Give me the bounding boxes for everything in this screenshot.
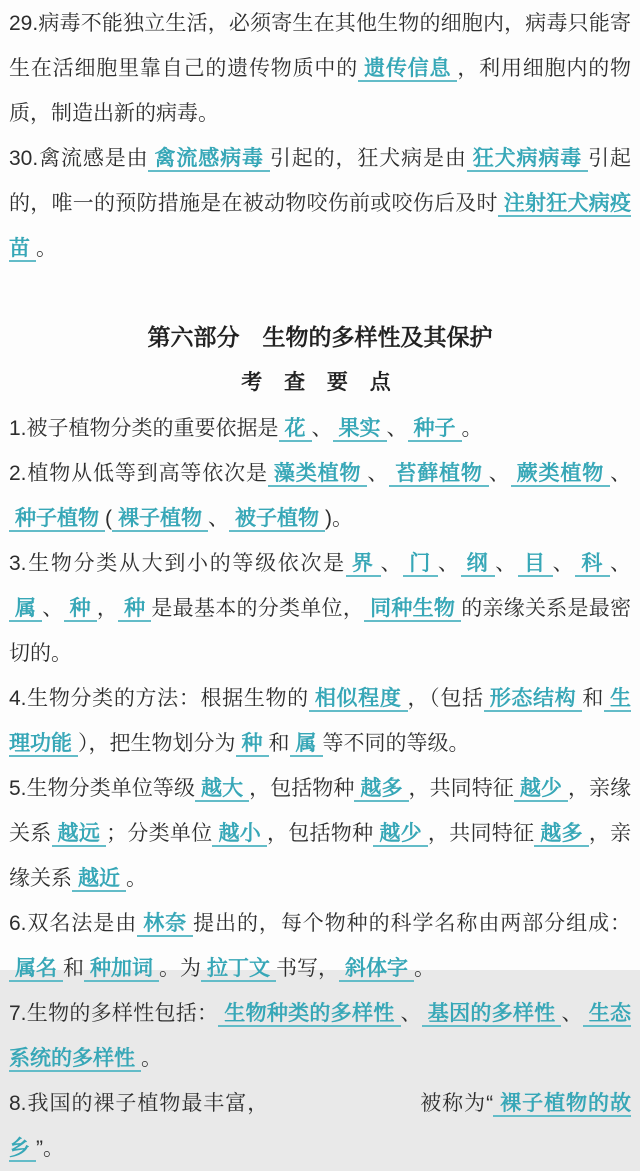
question-text: 是最基本的分类单位， bbox=[151, 597, 365, 620]
question-text: 双名法是由 bbox=[26, 912, 138, 935]
question-text: ”。 bbox=[36, 1137, 64, 1160]
question-text: 等不同的等级。 bbox=[322, 732, 470, 755]
question-text: 、 bbox=[610, 552, 632, 575]
answer-text: 界 bbox=[346, 552, 381, 577]
question-text: 、 bbox=[208, 507, 229, 530]
question-text: ，包括物种 bbox=[249, 777, 355, 800]
question-text: 禽流感是由 bbox=[38, 147, 149, 170]
question-text: 生物分类从大到小的等级依次是 bbox=[26, 552, 346, 575]
question-text: 。 bbox=[126, 867, 147, 890]
answer-text: 裸子植物 bbox=[112, 507, 208, 532]
item-number: 29. bbox=[9, 12, 39, 35]
section-subtitle: 考 查 要 点 bbox=[241, 371, 399, 394]
study-item bbox=[9, 451, 631, 541]
answer-text: 生理功能 bbox=[9, 687, 632, 755]
study-item bbox=[9, 1, 631, 136]
answer-text: 越小 bbox=[212, 822, 267, 847]
question-text: 和 bbox=[268, 732, 290, 755]
item-number: 30. bbox=[9, 147, 39, 170]
question-text: 、 bbox=[437, 552, 461, 575]
question-text: ，包括物种 bbox=[267, 822, 374, 845]
study-item bbox=[9, 136, 631, 271]
answer-text: 果实 bbox=[333, 417, 387, 442]
answer-text: 基因的多样性 bbox=[422, 1002, 562, 1027]
item-number: 2. bbox=[9, 462, 27, 485]
item-number: 4. bbox=[9, 687, 27, 710]
answer-text: 属 bbox=[290, 732, 323, 757]
question-text: ，共同特征 bbox=[427, 822, 535, 845]
answer-text: 同种生物 bbox=[364, 597, 461, 622]
answer-text: 越近 bbox=[72, 867, 126, 892]
question-text: ），把生物划分为 bbox=[78, 732, 236, 755]
answer-text: 禽流感病毒 bbox=[148, 147, 269, 172]
answer-text: 目 bbox=[518, 552, 553, 577]
item-list-top bbox=[9, 1, 631, 271]
study-item bbox=[9, 991, 631, 1081]
question-text: 。 bbox=[414, 957, 435, 980]
study-item bbox=[9, 676, 631, 766]
question-text: 、 bbox=[488, 462, 511, 485]
answer-text: 遗传信息 bbox=[358, 57, 457, 82]
answer-text: 越多 bbox=[534, 822, 589, 847]
answer-text: 蕨类植物 bbox=[511, 462, 610, 487]
question-text: 、 bbox=[311, 417, 333, 440]
question-text: 、 bbox=[42, 597, 64, 620]
item-list-main bbox=[9, 406, 631, 1171]
answer-text: 苔藓植物 bbox=[389, 462, 488, 487]
section-title: 第六部分 生物的多样性及其保护 bbox=[147, 324, 493, 350]
study-item bbox=[9, 541, 631, 676]
question-text: ， bbox=[96, 597, 119, 620]
question-text: ，亲缘关系 bbox=[9, 777, 632, 845]
blank-gap bbox=[269, 1109, 419, 1110]
question-text: 。 bbox=[461, 417, 483, 440]
answer-text: 裸子植物的故乡 bbox=[9, 1092, 631, 1160]
answer-text: 斜体字 bbox=[339, 957, 414, 982]
study-item bbox=[9, 406, 631, 451]
answer-text: 相似程度 bbox=[309, 687, 408, 712]
question-text: 引起的，狂犬病是由 bbox=[269, 147, 467, 170]
question-text: 、 bbox=[495, 552, 518, 575]
study-item bbox=[9, 766, 631, 901]
question-text: 、 bbox=[380, 552, 404, 575]
question-text: 和 bbox=[582, 687, 605, 710]
question-text: 我国的裸子植物最丰富， bbox=[26, 1092, 270, 1115]
answer-text: 藻类植物 bbox=[268, 462, 367, 487]
answer-text: 狂犬病病毒 bbox=[467, 147, 588, 172]
question-text: 生物分类单位等级 bbox=[26, 777, 196, 800]
question-text: 生物的多样性包括： bbox=[26, 1002, 219, 1025]
answer-text: 种 bbox=[118, 597, 151, 622]
answer-text: 属名 bbox=[9, 957, 63, 982]
question-text: 书写， bbox=[276, 957, 339, 980]
answer-text: 形态结构 bbox=[484, 687, 583, 712]
answer-text: 种子植物 bbox=[9, 507, 105, 532]
answer-text: 属 bbox=[9, 597, 42, 622]
study-item bbox=[9, 901, 631, 991]
question-text: 病毒不能独立生活，必须寄生在其他生物的细胞内，病毒只能寄生在活细胞里靠自己的遗传物质中的 bbox=[9, 12, 631, 80]
item-number: 3. bbox=[9, 552, 27, 575]
question-text: 、 bbox=[610, 462, 632, 485]
item-number: 1. bbox=[9, 417, 27, 440]
answer-text: 生态系统的多样性 bbox=[9, 1002, 632, 1070]
answer-text: 纲 bbox=[461, 552, 496, 577]
question-text: ，（包括 bbox=[407, 687, 484, 710]
item-number: 7. bbox=[9, 1002, 27, 1025]
answer-text: 被子植物 bbox=[229, 507, 325, 532]
question-text: ，利用细胞内的物质，制造出新的病毒。 bbox=[9, 57, 632, 125]
question-text: ，共同特征 bbox=[408, 777, 514, 800]
answer-text: 种加词 bbox=[84, 957, 159, 982]
question-text: 植物从低等到高等依次是 bbox=[26, 462, 268, 485]
question-text: ；分类单位 bbox=[106, 822, 213, 845]
answer-text: 花 bbox=[279, 417, 312, 442]
question-text: 被称为“ bbox=[419, 1092, 494, 1115]
answer-text: 越少 bbox=[373, 822, 428, 847]
question-text: 、 bbox=[386, 417, 408, 440]
item-number: 6. bbox=[9, 912, 27, 935]
study-item bbox=[9, 1081, 631, 1171]
question-text: 。 bbox=[36, 237, 57, 260]
question-text: 引起的，唯一的预防措施是在被动物咬伤前或咬伤后及时 bbox=[9, 147, 632, 215]
answer-text: 林奈 bbox=[137, 912, 193, 937]
answer-text: 门 bbox=[403, 552, 438, 577]
question-text: 、 bbox=[400, 1002, 422, 1025]
answer-text: 注射狂犬病疫苗 bbox=[9, 192, 631, 260]
question-text: 生物分类的方法：根据生物的 bbox=[26, 687, 309, 710]
question-text: 、 bbox=[367, 462, 390, 485]
question-text: 被子植物分类的重要依据是 bbox=[26, 417, 279, 440]
answer-text: 种子 bbox=[408, 417, 462, 442]
answer-text: 拉丁文 bbox=[201, 957, 276, 982]
answer-text: 生物种类的多样性 bbox=[218, 1002, 400, 1027]
question-text: 、 bbox=[561, 1002, 583, 1025]
question-text: 。 bbox=[141, 1047, 162, 1070]
question-text: 。为 bbox=[159, 957, 201, 980]
question-text: ，亲缘关系 bbox=[9, 822, 632, 890]
answer-text: 科 bbox=[575, 552, 610, 577]
answer-text: 越少 bbox=[514, 777, 568, 802]
answer-text: 越多 bbox=[354, 777, 408, 802]
item-number: 8. bbox=[9, 1092, 27, 1115]
question-text: 和 bbox=[63, 957, 84, 980]
answer-text: 种 bbox=[236, 732, 269, 757]
answer-text: 越大 bbox=[195, 777, 249, 802]
question-text: 、 bbox=[552, 552, 576, 575]
question-text: )。 bbox=[325, 507, 353, 530]
question-text: ( bbox=[105, 507, 112, 530]
question-text: 提出的，每个物种的科学名称由两部分组成： bbox=[193, 912, 632, 935]
answer-text: 越远 bbox=[52, 822, 107, 847]
item-number: 5. bbox=[9, 777, 27, 800]
question-text: 的亲缘关系是最密切的。 bbox=[9, 597, 632, 665]
answer-text: 种 bbox=[64, 597, 97, 622]
